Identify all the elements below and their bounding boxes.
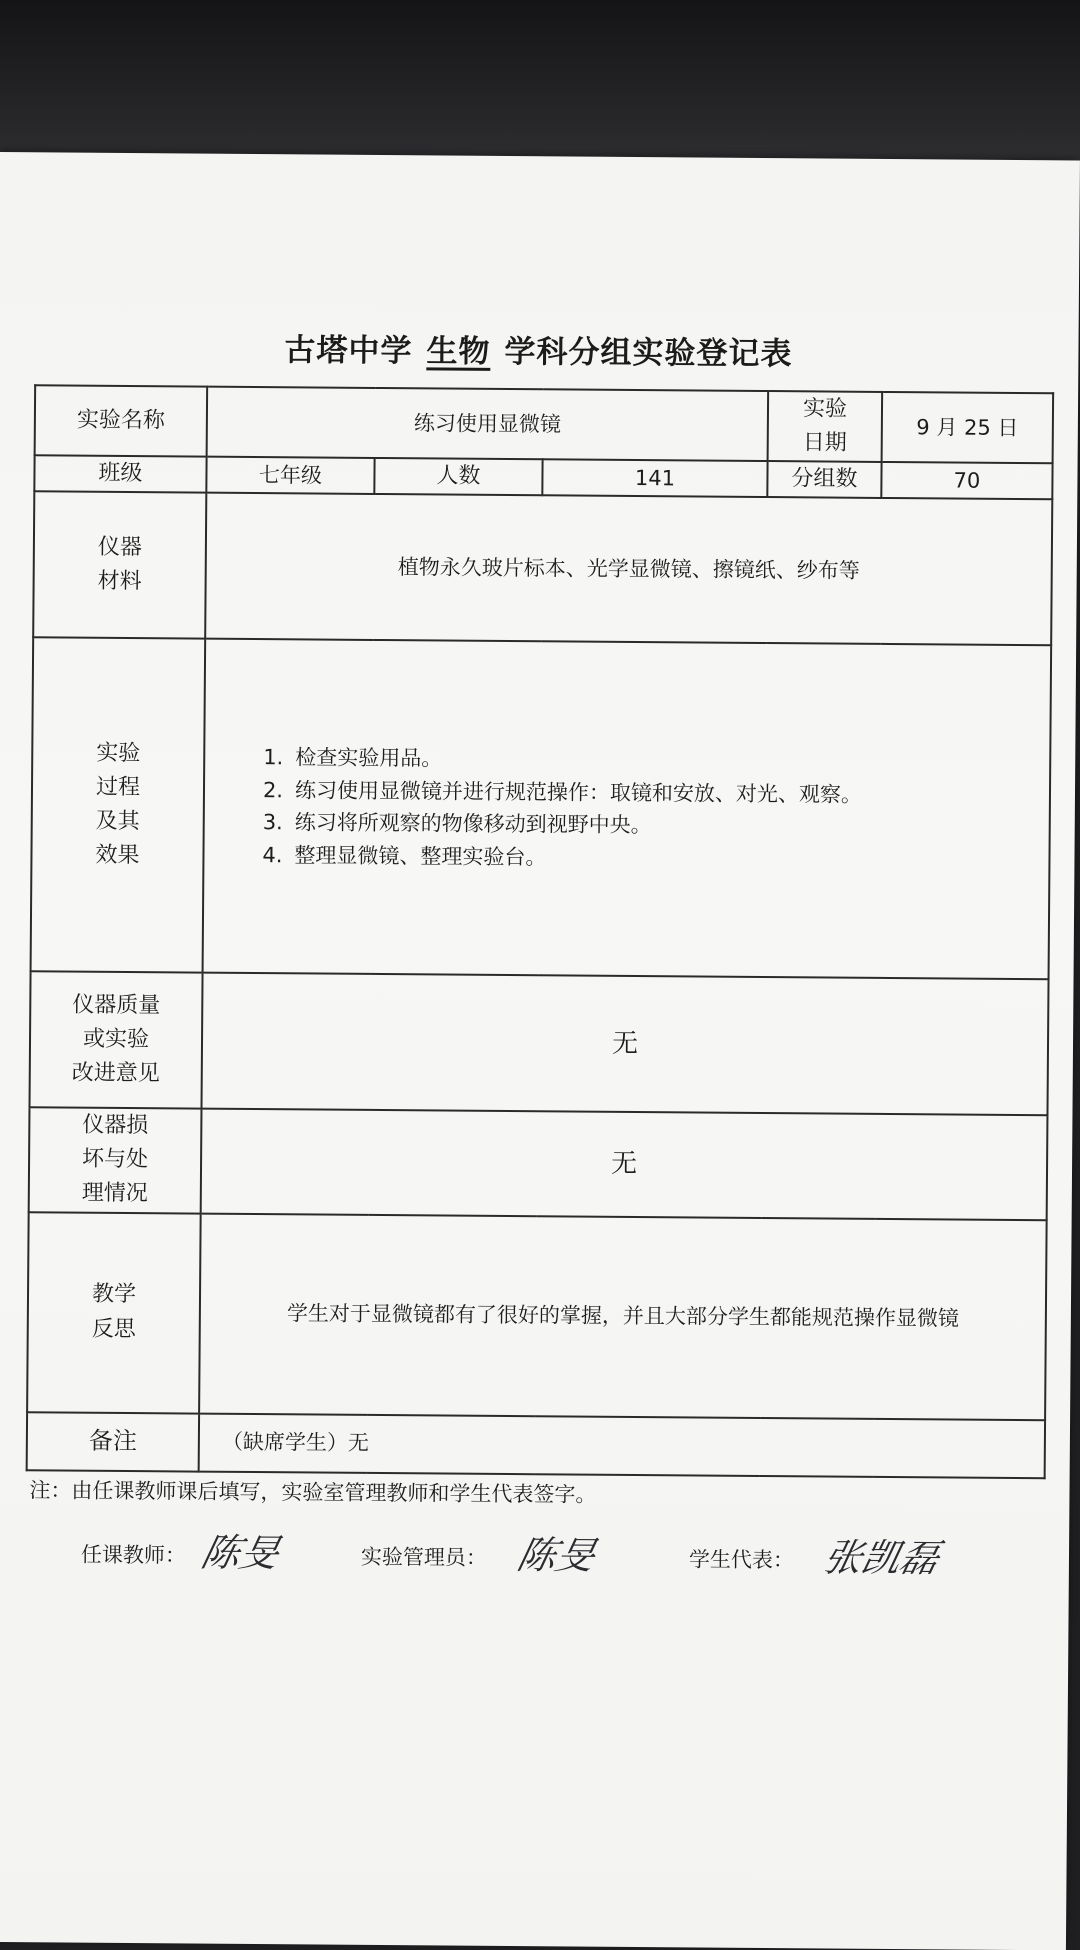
process-label-line: 过程	[95, 774, 141, 801]
process-label	[31, 638, 206, 973]
date-label-line2: 日期	[802, 430, 847, 456]
step-number: 3.	[262, 810, 283, 835]
reflection-label-line: 教学	[91, 1282, 137, 1308]
registration-table	[26, 384, 1055, 1479]
row-experiment-name	[35, 385, 1054, 463]
experiment-name-label: 实验名称	[35, 385, 208, 457]
process-label-line: 效果	[95, 843, 140, 869]
student-signature: 张凯磊	[819, 1535, 944, 1581]
step-number: 2.	[262, 777, 284, 802]
title-suffix: 学科分组实验登记表	[504, 333, 793, 373]
process-label-line: 及其	[95, 809, 140, 835]
process-step-list	[262, 741, 1049, 877]
damage-label	[29, 1108, 202, 1214]
process-label-line: 实验	[96, 740, 141, 767]
row-quality	[29, 972, 1048, 1116]
step-text: 练习使用显微镜并进行规范操作：取镜和安放、对光、观察。	[294, 778, 863, 807]
damage-value: 无	[201, 1109, 1048, 1220]
reflection-label-line: 反思	[91, 1316, 136, 1342]
step-text: 整理显微镜、整理实验台。	[294, 843, 547, 870]
title-school: 古塔中学	[284, 332, 413, 370]
class-label: 班级	[34, 455, 206, 492]
step-text: 练习将所观察的物像移动到视野中央。	[294, 810, 652, 838]
quality-value: 无	[201, 973, 1048, 1116]
teacher-signature: 陈旻	[197, 1530, 284, 1576]
process-step	[262, 839, 1048, 878]
materials-label	[33, 492, 206, 639]
count-label: 人数	[374, 458, 542, 495]
class-value: 七年级	[206, 457, 374, 494]
quality-label-line: 或实验	[82, 1026, 150, 1053]
teacher-label: 任课教师：	[80, 1542, 187, 1568]
damage-label-line: 坏与处	[81, 1147, 149, 1173]
materials-label-line: 仪器	[97, 534, 142, 561]
materials-label-line: 材料	[97, 569, 142, 595]
quality-label	[29, 972, 202, 1109]
process-steps	[203, 639, 1052, 980]
reflection-value: 学生对于显微镜都有了很好的掌握，并且大部分学生都能规范操作显微镜	[199, 1213, 1047, 1420]
row-reflection	[27, 1212, 1047, 1420]
paper-sheet	[0, 152, 1080, 1950]
signature-row	[0, 1520, 1069, 1598]
row-materials	[33, 492, 1052, 646]
count-value: 141	[542, 459, 767, 497]
date-label	[768, 391, 883, 462]
admin-signature: 陈旻	[513, 1533, 600, 1578]
row-damage	[29, 1108, 1048, 1220]
title-subject: 生物	[426, 333, 491, 370]
step-number: 4.	[262, 842, 283, 868]
footnote: 注：由任课教师课后填写，实验室管理教师和学生代表签字。	[29, 1478, 597, 1507]
quality-label-line: 仪器质量	[72, 992, 161, 1019]
date-value: 9 月 25 日	[882, 392, 1054, 464]
student-label: 学生代表：	[688, 1547, 795, 1573]
row-process	[31, 638, 1052, 980]
date-label-line1: 实验	[802, 396, 848, 422]
damage-label-line: 理情况	[81, 1181, 148, 1207]
reflection-label	[27, 1212, 201, 1413]
groups-value: 70	[881, 462, 1052, 499]
step-number: 1.	[263, 745, 284, 770]
step-text: 检查实验用品。	[295, 745, 443, 771]
remark-label: 备注	[27, 1412, 199, 1471]
remark-value: （缺席学生）无	[199, 1413, 1045, 1478]
quality-label-line: 改进意见	[71, 1060, 160, 1087]
document-title	[0, 322, 1079, 375]
admin-label: 实验管理员：	[360, 1544, 488, 1570]
materials-value: 植物永久玻片标本、光学显微镜、擦镜纸、纱布等	[205, 493, 1052, 646]
row-remark	[27, 1412, 1045, 1478]
groups-label: 分组数	[767, 461, 881, 498]
experiment-name-value: 练习使用显微镜	[207, 387, 769, 462]
damage-label-line: 仪器损	[82, 1112, 149, 1139]
